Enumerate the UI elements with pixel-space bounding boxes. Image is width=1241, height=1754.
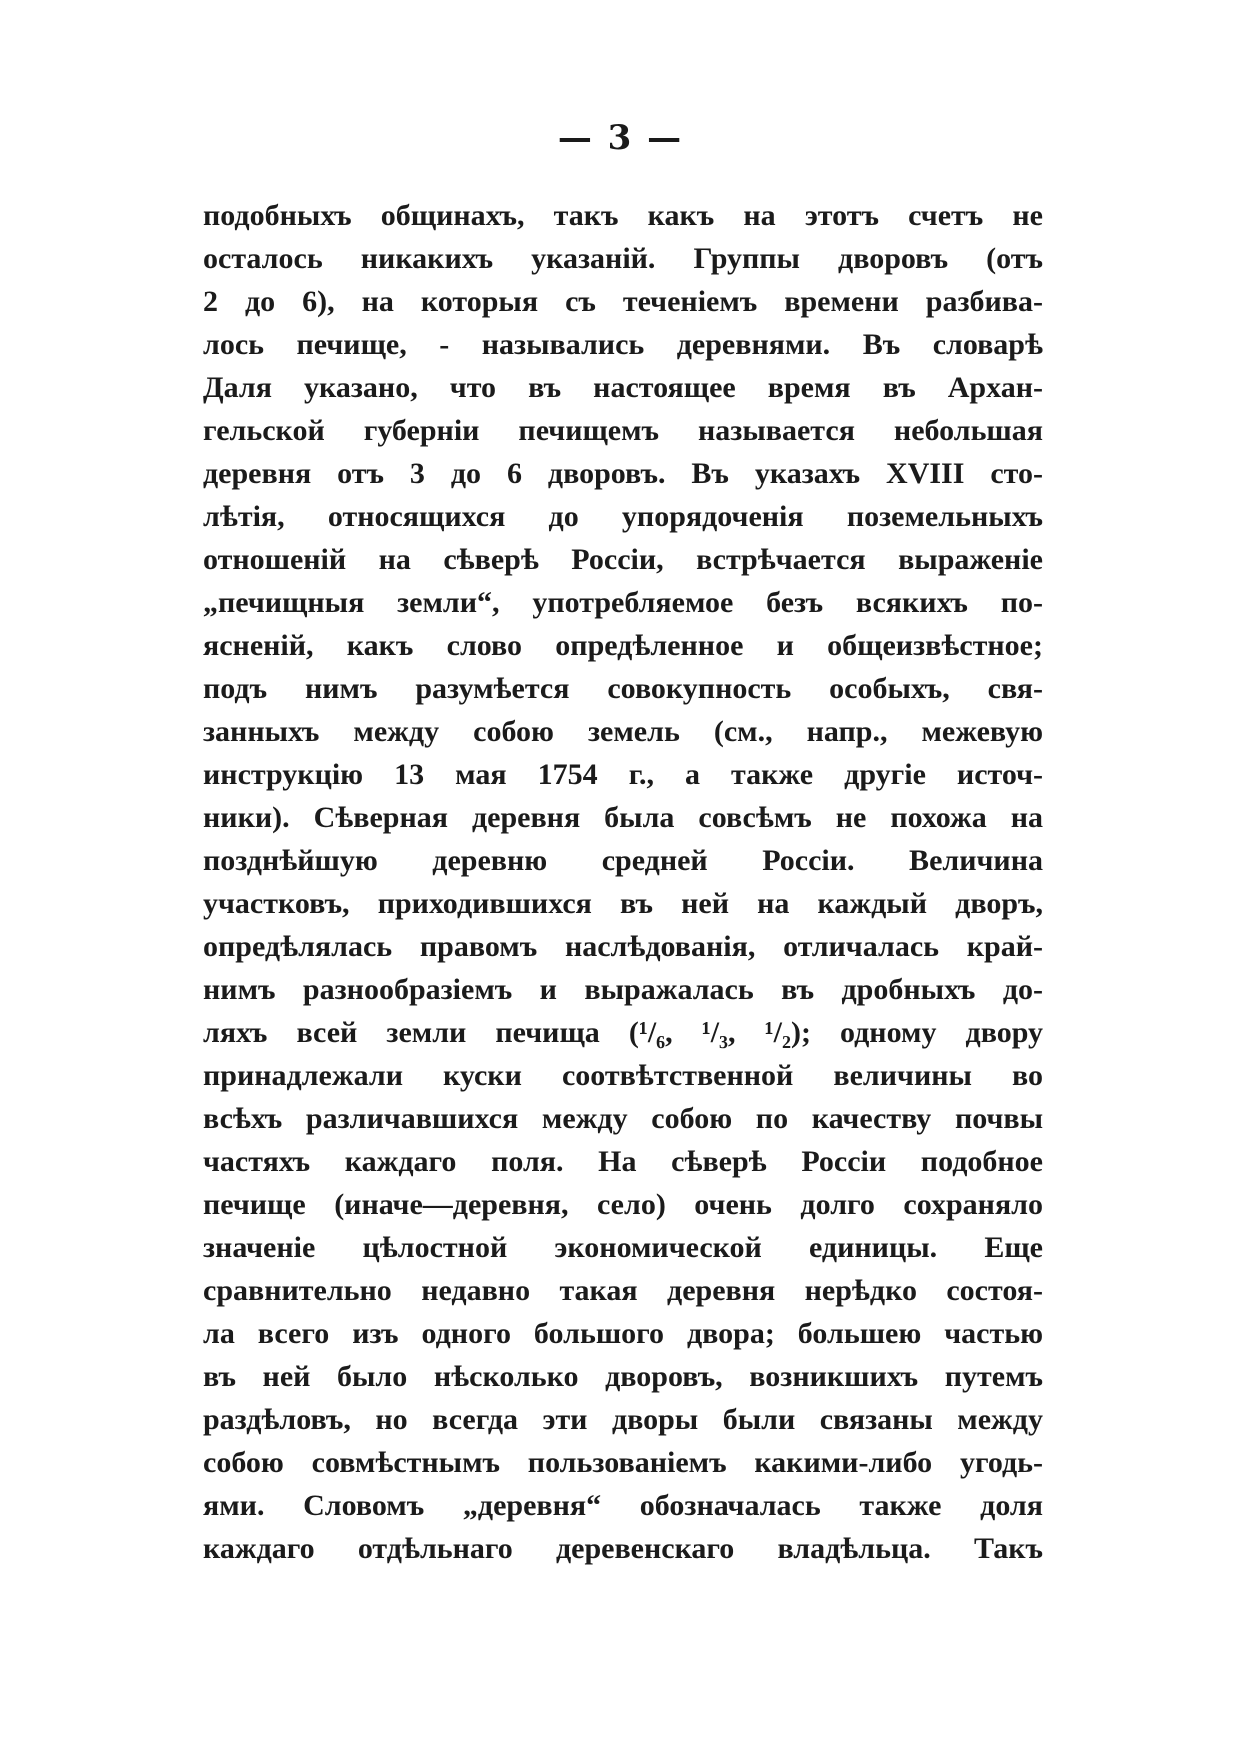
text-line: Даля указано, что въ настоящее время въ Архан- — [203, 371, 1043, 404]
text-line: частяхъ каждаго поля. На сѣверѣ Россіи подобное — [203, 1145, 1043, 1178]
text-line: гельской губерніи печищемъ называется небольшая — [203, 414, 1043, 447]
text-line: 2 до 6), на которыя съ теченіемъ времени разбива- — [203, 285, 1043, 318]
text-line: ясненій, какъ слово опредѣленное и общеизвѣстное; — [203, 629, 1043, 662]
text-line: лѣтія, относящихся до упорядоченія поземельныхъ — [203, 500, 1043, 533]
text-line: въ ней было нѣсколько дворовъ, возникшихъ путемъ — [203, 1360, 1043, 1393]
text-line: осталось никакихъ указаній. Группы дворовъ (отъ — [203, 242, 1043, 275]
text-line: ями. Словомъ „деревня“ обозначалась также доля — [203, 1489, 1043, 1522]
text-line: опредѣлялась правомъ наслѣдованія, отличалась край- — [203, 930, 1043, 963]
text-line: деревня отъ 3 до 6 дворовъ. Въ указахъ XVIII сто- — [203, 457, 1043, 490]
text-line: раздѣловъ, но всегда эти дворы были связаны между — [203, 1403, 1043, 1436]
text-line: ляхъ всей земли печища (¹/₆, ¹/₃, ¹/₂); одному двору — [203, 1016, 1043, 1049]
text-line: каждаго отдѣльнаго деревенскаго владѣльца. Такъ — [203, 1532, 1043, 1565]
text-line: ники). Сѣверная деревня была совсѣмъ не похожа на — [203, 801, 1043, 834]
text-line: „печищныя земли“, употребляемое безъ всякихъ по- — [203, 586, 1043, 619]
text-line: собою совмѣстнымъ пользованіемъ какими-либо угодь- — [203, 1446, 1043, 1479]
text-line: печище (иначе—деревня, село) очень долго сохраняло — [203, 1188, 1043, 1221]
body-text — [203, 194, 1043, 1570]
text-line: всѣхъ различавшихся между собою по качеству почвы — [203, 1102, 1043, 1135]
text-line: отношеній на сѣверѣ Россіи, встрѣчается выраженіе — [203, 543, 1043, 576]
text-line: позднѣйшую деревню средней Россіи. Величина — [203, 844, 1043, 877]
text-line: занныхъ между собою земель (см., напр., межевую — [203, 715, 1043, 748]
text-line: нимъ разнообразіемъ и выражалась въ дробныхъ до- — [203, 973, 1043, 1006]
text-line: значеніе цѣлостной экономической единицы. Еще — [203, 1231, 1043, 1264]
page-number: — 3 — — [557, 118, 684, 158]
text-line: принадлежали куски соотвѣтственной величины во — [203, 1059, 1043, 1092]
text-line: лось печище, - назывались деревнями. Въ словарѣ — [203, 328, 1043, 361]
text-line: сравнительно недавно такая деревня нерѣдко состоя- — [203, 1274, 1043, 1307]
text-line: участковъ, приходившихся въ ней на каждый дворъ, — [203, 887, 1043, 920]
text-line: ла всего изъ одного большого двора; большею частью — [203, 1317, 1043, 1350]
text-line: подобныхъ общинахъ, такъ какъ на этотъ счетъ не — [203, 199, 1043, 232]
text-line: инструкцію 13 мая 1754 г., а также другіе источ- — [203, 758, 1043, 791]
text-line: подъ нимъ разумѣется совокупность особыхъ, свя- — [203, 672, 1043, 705]
